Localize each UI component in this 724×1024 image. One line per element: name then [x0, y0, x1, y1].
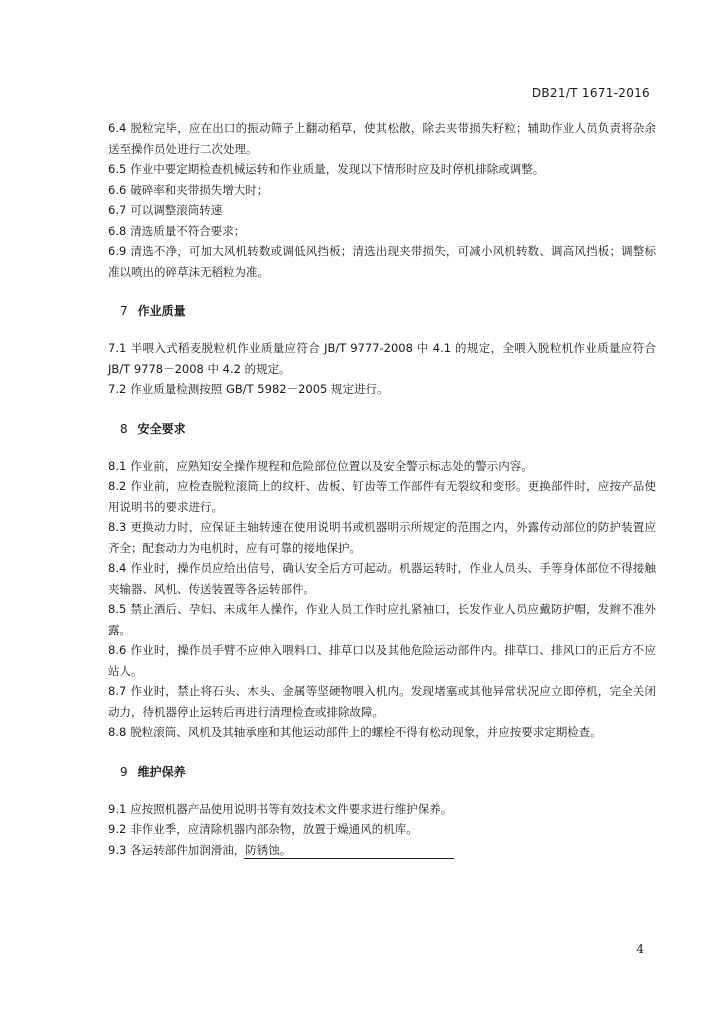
clause-text: 作业时，禁止将石头、木头、金属等坚硬物喂入机内。发现堵塞或其他异常状况应立即停机，完全关闭动力，待机器停止运转后再进行清理检查或排除故障。: [108, 684, 656, 719]
clause-text: 应按照机器产品使用说明书等有效技术文件要求进行维护保养。: [130, 801, 453, 816]
clause-text: 半喂入式稻麦脱粒机作业质量应符合 JB/T 9777-2008 中 4.1 的规定，全喂入脱粒机作业质量应符合 JB/T 9778－2008 中 4.2 的规定。: [108, 341, 656, 376]
clause-8-8: [108, 722, 656, 743]
clause-8-1: [108, 456, 656, 477]
section-number: 9: [120, 764, 128, 779]
section-title: 作业质量: [137, 304, 186, 318]
clause-number: 6.7: [108, 203, 127, 217]
clause-number: 6.6: [108, 182, 127, 197]
clause-number: 8.4: [108, 561, 127, 575]
section-heading-7: [108, 302, 656, 319]
clause-number: 9.2: [108, 822, 127, 836]
clause-number: 9.3: [108, 842, 127, 857]
clause-number: 8.1: [108, 458, 127, 473]
section-heading-9: [108, 763, 656, 780]
clause-6-8: [108, 221, 656, 242]
clause-7-1: [108, 338, 656, 379]
clause-text: 各运转部件加润滑油，防锈蚀。: [130, 842, 292, 857]
clause-number: 9.1: [108, 801, 127, 816]
clause-number: 6.5: [108, 162, 127, 176]
clause-text: 作业前，应熟知安全操作规程和危险部位位置以及安全警示标志处的警示内容。: [130, 458, 533, 473]
clause-number: 8.3: [108, 520, 127, 534]
clause-number: 8.2: [108, 479, 127, 493]
clause-number: 8.6: [108, 643, 127, 657]
clause-text: 作业中要定期检查机械运转和作业质量，发现以下情形时应及时停机排除或调整。: [130, 162, 545, 176]
clause-9-3: [108, 840, 656, 861]
clause-7-2: [108, 379, 656, 400]
document-code-header: DB21/T 1671-2016: [531, 86, 650, 100]
document-body: [108, 118, 656, 860]
clause-6-7: [108, 200, 656, 221]
section-number: 7: [120, 304, 128, 318]
clause-text: 作业前，应检查脱粒滚筒上的纹杆、齿板、钉齿等工作部件有无裂纹和变形。更换部件时，应按产品使用说明书的要求进行。: [108, 479, 656, 514]
clause-8-2: [108, 476, 656, 517]
clause-8-4: [108, 558, 656, 599]
section-number: 8: [120, 421, 128, 436]
clause-text: 作业时，操作员应给出信号，确认安全后方可起动。机器运转时，作业人员头、手等身体部位不得接触夹输器、风机、传送装置等各运转部件。: [108, 561, 656, 596]
clause-text: 破碎率和夹带损失增大时；: [130, 182, 269, 197]
clause-text: 更换动力时，应保证主轴转速在使用说明书或机器明示所规定的范围之内，外露传动部位的防护装置应齐全；配套动力为电机时，应有可靠的接地保护。: [108, 520, 656, 555]
clause-6-4: [108, 118, 656, 159]
clause-text: 非作业季，应清除机器内部杂物，放置于燥通风的机库。: [130, 822, 418, 836]
clause-9-2: [108, 819, 656, 840]
clause-number: 8.5: [108, 602, 127, 616]
page-number: 4: [636, 942, 644, 956]
clause-text: 禁止酒后、孕妇、未成年人操作，作业人员工作时应扎紧袖口，长发作业人员应戴防护帽，发辫不准外露。: [108, 602, 656, 637]
clause-number: 6.4: [108, 121, 127, 135]
clause-8-5: [108, 599, 656, 640]
clause-text: 脱粒滚筒、风机及其轴承座和其他运动部件上的螺栓不得有松动现象，并应按要求定期检查。: [130, 725, 602, 739]
clause-number: 6.9: [108, 244, 127, 258]
clause-8-7: [108, 681, 656, 722]
clause-9-1: [108, 799, 656, 820]
clause-number: 7.1: [108, 341, 127, 355]
clause-number: 6.8: [108, 223, 127, 238]
clause-6-9: [108, 241, 656, 282]
clause-number: 8.8: [108, 725, 127, 739]
section-heading-8: [108, 420, 656, 437]
clause-text: 作业时，操作员手臂不应伸入喂料口、排草口以及其他危险运动部件内。排草口、排风口的正后方不应站人。: [108, 643, 656, 678]
clause-8-6: [108, 640, 656, 681]
clause-6-6: [108, 180, 656, 201]
clause-8-3: [108, 517, 656, 558]
end-of-text-rule: [244, 858, 454, 859]
clause-number: 7.2: [108, 382, 127, 396]
clause-text: 可以调整滚筒转速: [130, 203, 223, 217]
clause-number: 8.7: [108, 684, 127, 698]
clause-6-5: [108, 159, 656, 180]
section-title: 安全要求: [137, 421, 186, 436]
clause-text: 脱粒完毕，应在出口的振动筛子上翻动稻草，使其松散，除去夹带损失籽粒；辅助作业人员负责将杂余送至操作员处进行二次处理。: [108, 121, 656, 156]
clause-text: 作业质量检测按照 GB/T 5982－2005 规定进行。: [130, 382, 389, 396]
section-title: 维护保养: [137, 764, 186, 779]
clause-text: 清选不净，可加大风机转数或调低风挡板；清选出现夹带损失，可减小风机转数、调高风挡板；调整标准以喷出的碎草沫无稻粒为准。: [108, 244, 656, 279]
clause-text: 清选质量不符合要求；: [130, 223, 246, 238]
